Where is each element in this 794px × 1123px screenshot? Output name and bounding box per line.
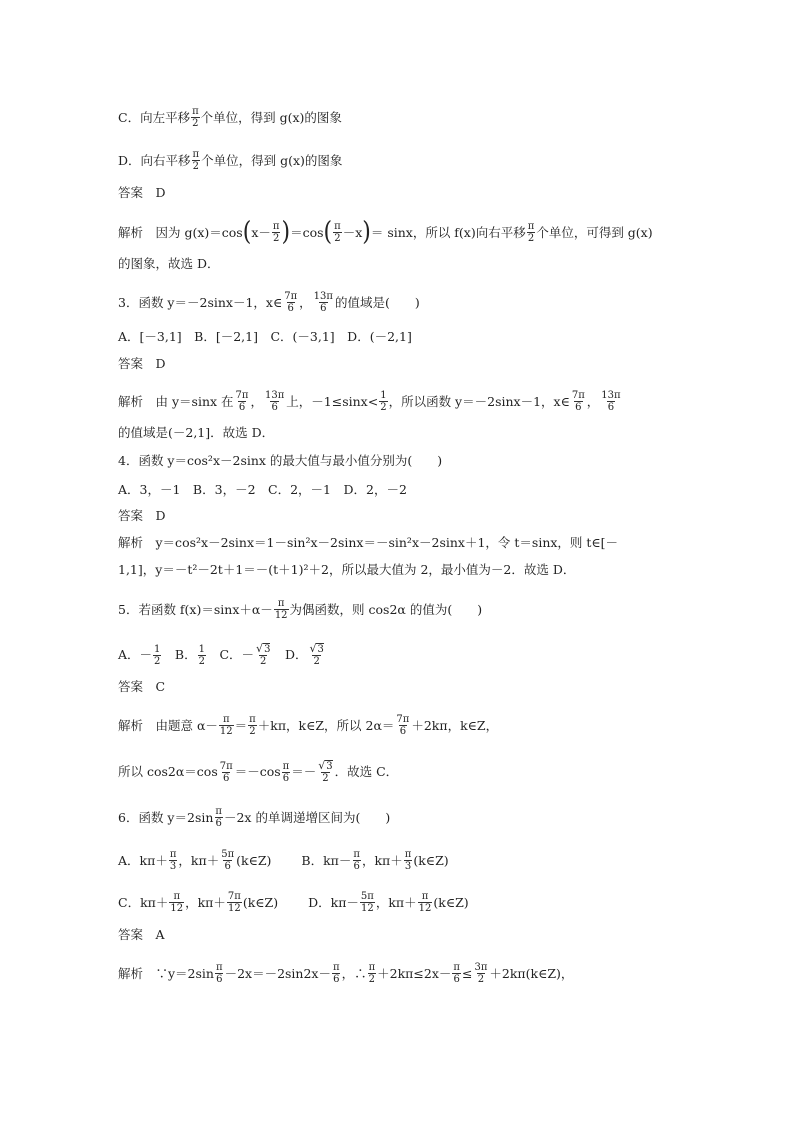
answer-2: 答案 D bbox=[118, 185, 166, 200]
answer-4: 答案 D bbox=[118, 508, 166, 523]
fraction: π 6 bbox=[215, 962, 223, 985]
fraction: 13π 6 bbox=[313, 291, 333, 314]
answer-5: 答案 C bbox=[118, 679, 166, 694]
fraction: π 3 bbox=[169, 849, 177, 872]
fraction: 7π 6 bbox=[284, 291, 298, 314]
answer-6: 答案 A bbox=[118, 927, 165, 942]
fraction: 7π 6 bbox=[396, 714, 410, 737]
fraction: π 2 bbox=[192, 149, 200, 172]
fraction: π 2 bbox=[272, 221, 280, 244]
fraction: 1 2 bbox=[154, 643, 161, 667]
question-5-options: A．－ 1 2 B． 1 2 C．－ √3 2 D． √3 2 bbox=[118, 642, 324, 667]
fraction: π 6 bbox=[282, 760, 290, 784]
fraction: 5π 6 bbox=[221, 849, 235, 872]
explanation-5: 解析 由题意 α－ π 12 ＝ π 2 ＋kπ，k∈Z，所以 2α＝ 7π 6 ＋2kπ，k∈Z， bbox=[118, 714, 499, 737]
fraction: $\frac{\pi}{6}$ bbox=[453, 962, 460, 985]
fraction: 13π 6 bbox=[601, 390, 621, 413]
fraction: $\frac{3\pi}{2}$ bbox=[474, 962, 488, 985]
fraction: 7π 6 bbox=[219, 760, 233, 784]
question-6-options-ab: A．kπ＋ π 3 ，kπ＋ 5π 6 (k∈Z) B．kπ－ π 6 ，kπ＋ π 3 (k∈Z) bbox=[118, 849, 449, 872]
fraction: 7π 6 bbox=[571, 390, 585, 413]
fraction: π 12 bbox=[219, 714, 233, 737]
fraction: 5π 12 bbox=[360, 891, 374, 914]
fraction: π 6 bbox=[353, 849, 360, 872]
question-3: 3．函数 y＝－2sinx－1，x∈ 7π 6 ， 13π 6 的值域是( ) bbox=[118, 291, 420, 314]
explanation-3-cont: 的值域是(－2,1]．故选 D． bbox=[118, 425, 275, 440]
fraction: 1 2 bbox=[198, 643, 205, 667]
explanation-6: 解析 ∵y＝2sin π 6 －2x＝－2sin2x－ π 6 ，∴ π 2 ＋2kπ≤2x－ $\frac{\pi}{6}$ ≤ $\frac{3\pi}{2}$ ＋2kπ(k∈Z)， bbox=[118, 962, 574, 985]
question-3-options: A．[－3,1] B．[－2,1] C．(－3,1] D．(－2,1] bbox=[118, 329, 412, 344]
fraction: π 6 bbox=[332, 962, 340, 985]
explanation-3: 解析 由 y＝sinx 在 7π 6 ， 13π 6 上，－1≤sinx< 1 2 ，所以函数 y＝－2sinx－1，x∈ 7π 6 ， 13π 6 bbox=[118, 390, 621, 413]
option-c: C．向左平移 π 2 个单位，得到 g(x)的图象 bbox=[118, 106, 342, 129]
fraction: π 2 bbox=[334, 221, 341, 244]
fraction: π 6 bbox=[215, 806, 222, 829]
question-4: 4．函数 y＝cos²x－2sinx 的最大值与最小值分别为( ) bbox=[118, 453, 443, 468]
question-4-options: A．3，－1 B．3，－2 C．2，－1 D．2，－2 bbox=[118, 482, 407, 497]
fraction: 13π 6 bbox=[264, 390, 285, 413]
fraction: π 12 bbox=[170, 891, 184, 914]
fraction: π 3 bbox=[404, 849, 412, 872]
explanation-2: 解析 因为 g(x)＝cos ( x－ π 2 ) ＝cos ( π 2 －x ) ＝ sinx，所以 f(x)向右平移 π 2 个单位，可得到 g(x) bbox=[118, 216, 653, 247]
question-6-options-cd: C．kπ＋ π 12 ，kπ＋ 7π 12 (k∈Z) D．kπ－ 5π 12 ，kπ＋ π 12 (k∈Z) bbox=[118, 891, 469, 914]
fraction: 7π 12 bbox=[227, 891, 241, 914]
fraction: π 2 bbox=[527, 221, 535, 244]
explanation-5-cont: 所以 cos2α＝cos 7π 6 ＝－cos π 6 ＝－ √3 2 ．故选 C． bbox=[118, 759, 399, 784]
fraction: π 12 bbox=[418, 891, 432, 914]
fraction: π 2 bbox=[192, 106, 199, 129]
fraction: √3 2 bbox=[309, 642, 324, 667]
answer-3: 答案 D bbox=[118, 356, 166, 371]
question-6: 6．函数 y＝2sin π 6 －2x 的单调递增区间为( ) bbox=[118, 806, 391, 829]
fraction: √3 2 bbox=[256, 642, 271, 667]
option-d: D．向右平移 π 2 个单位，得到 g(x)的图象 bbox=[118, 149, 343, 172]
fraction: √3 2 bbox=[318, 759, 333, 784]
fraction: π 2 bbox=[368, 962, 376, 985]
fraction: 7π 6 bbox=[235, 390, 249, 413]
question-5: 5．若函数 f(x)＝sinx＋α－ π 12 为偶函数，则 cos2α 的值为( ) bbox=[118, 598, 483, 621]
explanation-4-cont: 1,1]，y＝－t²－2t＋1＝－(t＋1)²＋2，所以最大值为 2，最小值为－2．故选 D． bbox=[118, 562, 576, 577]
fraction: 1 2 bbox=[380, 390, 387, 413]
fraction: π 12 bbox=[274, 598, 288, 621]
explanation-2-cont: 的图象，故选 D． bbox=[118, 256, 220, 271]
fraction: π 2 bbox=[249, 714, 256, 737]
explanation-4: 解析 y＝cos²x－2sinx＝1－sin²x－2sinx＝－sin²x－2sinx＋1，令 t＝sinx，则 t∈[－ bbox=[118, 535, 619, 550]
